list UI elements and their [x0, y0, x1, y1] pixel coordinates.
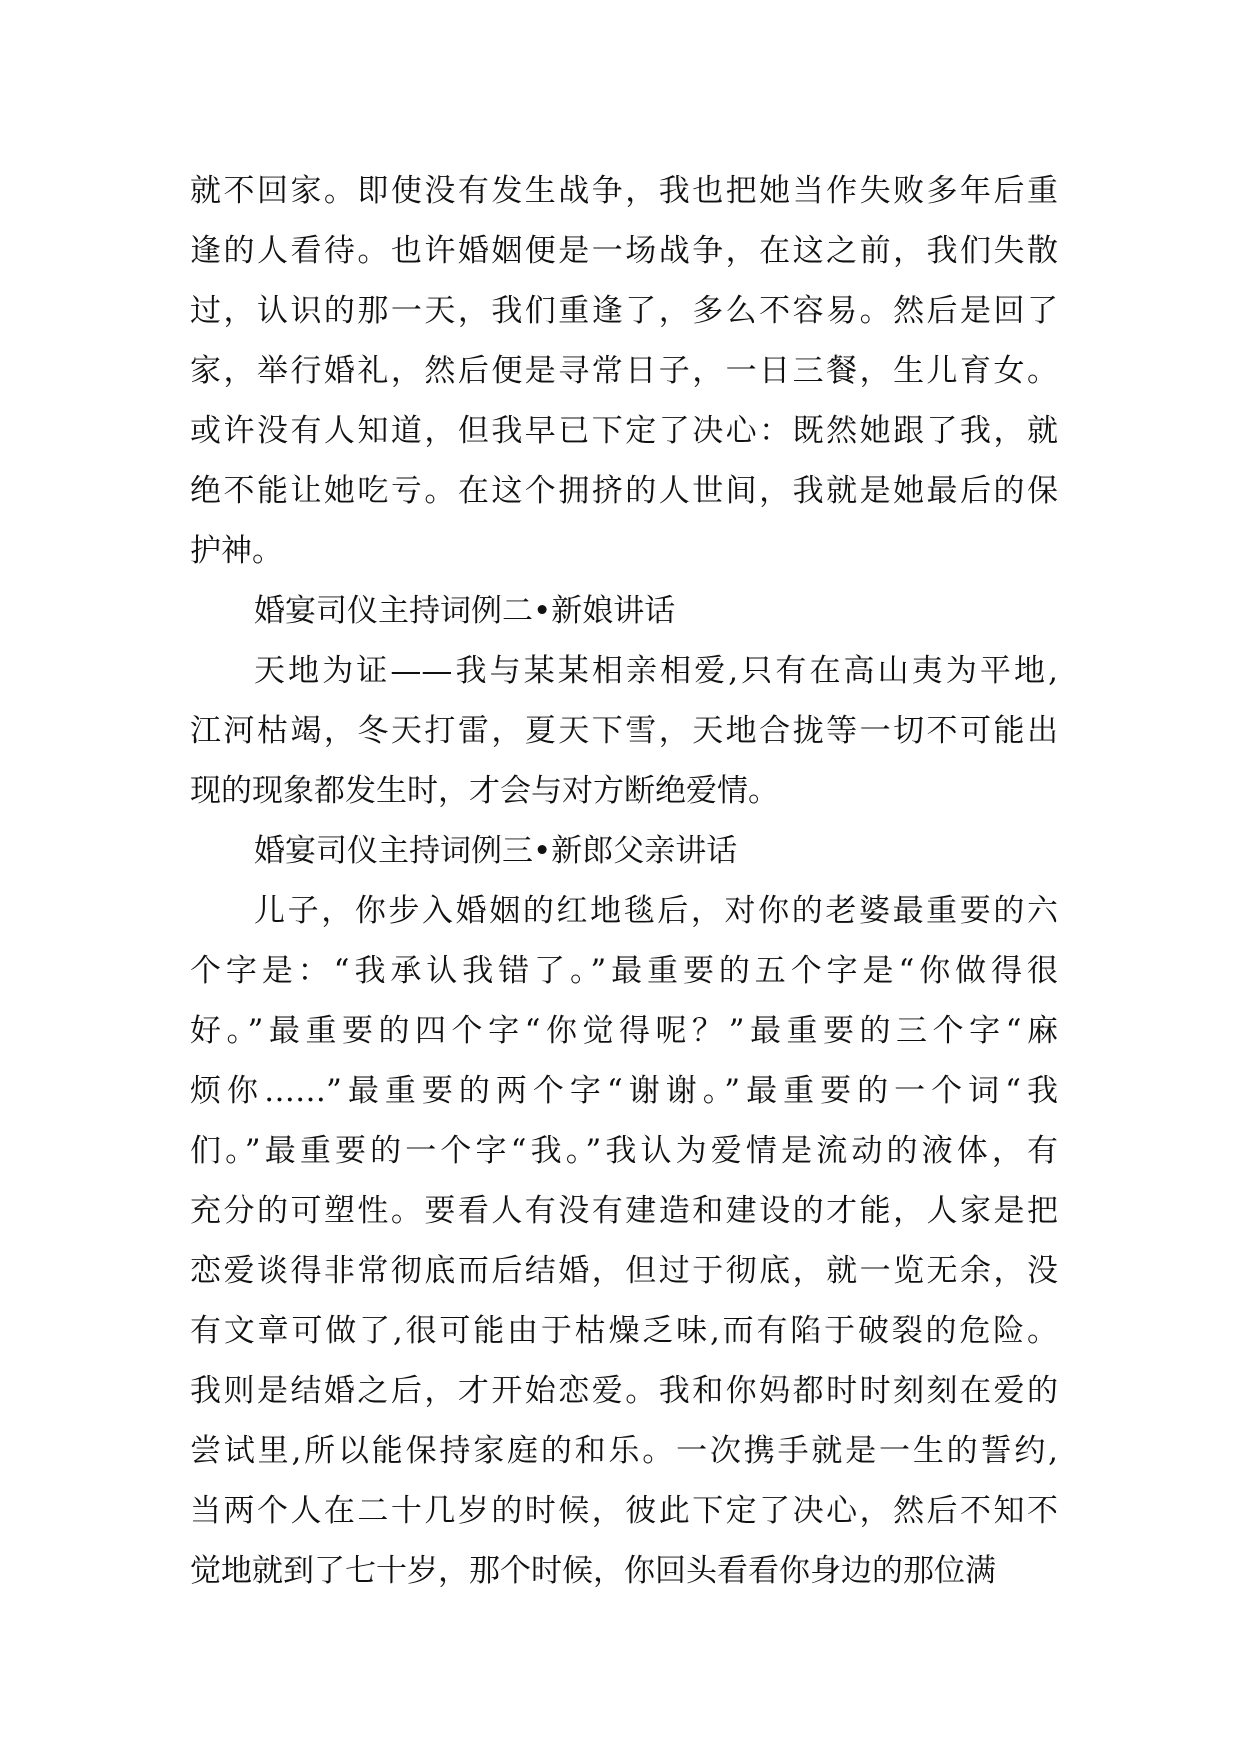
paragraph	[190, 641, 1058, 821]
text-line: 觉地就到了七十岁，那个时候，你回头看看你身边的那位满	[190, 1553, 996, 1589]
text-line: 就不回家。即使没有发生战争，我也把她当作失败多年后重	[190, 173, 1058, 209]
text-line: 江河枯竭，冬天打雷，夏天下雪，天地合拢等一切不可能出	[190, 713, 1058, 749]
text-line: 绝不能让她吃亏。在这个拥挤的人世间，我就是她最后的保	[190, 473, 1058, 509]
text-line: 有文章可做了,很可能由于枯燥乏味,而有陷于破裂的危险。	[190, 1313, 1058, 1349]
text-line: 恋爱谈得非常彻底而后结婚，但过于彻底，就一览无余，没	[190, 1253, 1058, 1289]
text-line: 烦你……”最重要的两个字“谢谢。”最重要的一个词“我	[190, 1073, 1058, 1109]
text-line: 天地为证——我与某某相亲相爱,只有在高山夷为平地,	[254, 653, 1058, 689]
paragraph	[190, 881, 1058, 1601]
text-line: 或许没有人知道，但我早已下定了决心：既然她跟了我，就	[190, 413, 1058, 449]
text-line: 们。”最重要的一个字“我。”我认为爱情是流动的液体，有	[190, 1133, 1058, 1169]
heading-text: 婚宴司仪主持词例二•新娘讲话	[254, 593, 676, 629]
section-heading	[190, 821, 1058, 881]
paragraph	[190, 161, 1058, 581]
text-line: 儿子，你步入婚姻的红地毯后，对你的老婆最重要的六	[254, 893, 1058, 929]
text-line: 好。”最重要的四个字“你觉得呢？”最重要的三个字“麻	[190, 1013, 1058, 1049]
text-line: 护神。	[190, 533, 283, 569]
section-heading	[190, 581, 1058, 641]
text-line: 过，认识的那一天，我们重逢了，多么不容易。然后是回了	[190, 293, 1058, 329]
text-line: 现的现象都发生时，才会与对方断绝爱情。	[190, 773, 779, 809]
text-line: 当两个人在二十几岁的时候，彼此下定了决心，然后不知不	[190, 1493, 1058, 1529]
document-body	[190, 161, 1058, 1601]
heading-text: 婚宴司仪主持词例三•新郎父亲讲话	[254, 833, 738, 869]
text-line: 个字是：“我承认我错了。”最重要的五个字是“你做得很	[190, 953, 1058, 989]
text-line: 尝试里,所以能保持家庭的和乐。一次携手就是一生的誓约,	[190, 1433, 1058, 1469]
text-line: 逢的人看待。也许婚姻便是一场战争，在这之前，我们失散	[190, 233, 1058, 269]
text-line: 充分的可塑性。要看人有没有建造和建设的才能，人家是把	[190, 1193, 1058, 1229]
text-line: 家，举行婚礼，然后便是寻常日子，一日三餐，生儿育女。	[190, 353, 1058, 389]
text-line: 我则是结婚之后，才开始恋爱。我和你妈都时时刻刻在爱的	[190, 1373, 1058, 1409]
